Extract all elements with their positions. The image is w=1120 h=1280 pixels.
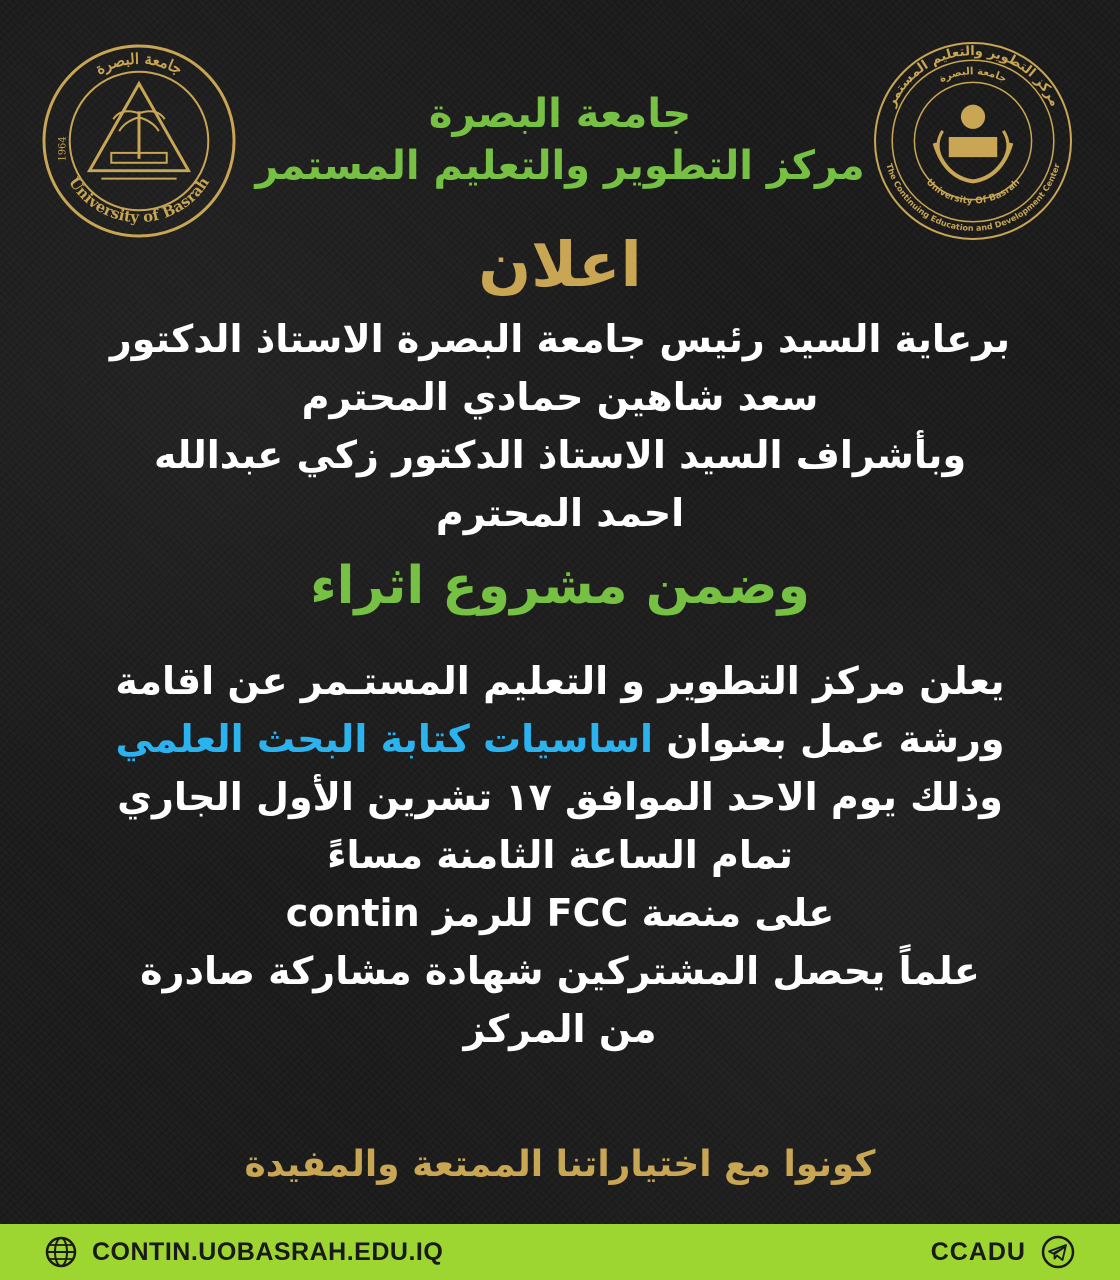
right-logo-arabic-subtext: جامعة البصرة (937, 66, 1009, 86)
left-logo-arabic-text: جامعة البصرة (92, 49, 186, 79)
workshop-title-line (60, 710, 1060, 768)
right-logo-english-inner-text: University Of Basrah (923, 177, 1023, 207)
footer-telegram[interactable] (931, 1234, 1076, 1270)
right-logo-english-text: The Continuing Education and Development Center (884, 162, 1062, 233)
workshop-time-line: تمام الساعة الثامنة مساءً (327, 833, 793, 877)
website-url[interactable]: CONTIN.UOBASRAH.EDU.IQ (92, 1237, 444, 1266)
patronage-paragraph (60, 310, 1060, 542)
footer-bar (0, 1224, 1120, 1280)
left-logo-english-text: University of Basrah (65, 173, 213, 227)
announcement-title: اعلان (478, 228, 642, 301)
patronage-line: برعاية السيد رئيس جامعة البصرة الاستاذ الدكتور (109, 317, 1011, 361)
workshop-paragraph (60, 652, 1060, 1058)
university-name: جامعة البصرة (428, 91, 692, 137)
workshop-line: يعلن مركز التطوير و التعليم المستـمر عن اقامة (115, 659, 1005, 703)
center-name: مركز التطوير والتعليم المستمر (255, 143, 865, 189)
project-title: وضمن مشروع اثراء (310, 556, 810, 616)
workshop-label: ورشة عمل بعنوان (666, 717, 1005, 761)
telegram-handle[interactable]: CCADU (930, 1237, 1026, 1266)
telegram-icon (1040, 1234, 1076, 1270)
workshop-date-line: وذلك يوم الاحد الموافق ١٧ تشرين الأول الجاري (117, 775, 1003, 819)
header (0, 88, 1120, 192)
workshop-title: اساسيات كتابة البحث العلمي (115, 717, 653, 761)
workshop-certificate-line: من المركز (463, 1007, 657, 1051)
right-logo-arabic-text: مركز التطوير والتعليم المستمر (884, 44, 1062, 110)
svg-text:جامعة البصرة (92, 50, 185, 79)
footer-website[interactable] (44, 1235, 443, 1269)
globe-icon (44, 1235, 78, 1269)
workshop-platform-line: على منصة FCC للرمز contin (285, 891, 835, 935)
patronage-line: وبأشراف السيد الاستاذ الدكتور زكي عبدالله (153, 433, 967, 477)
tagline: كونوا مع اختياراتنا الممتعة والمفيدة (244, 1144, 876, 1185)
workshop-certificate-line: علماً يحصل المشتركين شهادة مشاركة صادرة (140, 949, 980, 993)
patronage-line: سعد شاهين حمادي المحترم (301, 375, 819, 419)
patronage-line: احمد المحترم (435, 491, 685, 535)
left-logo-year: 1964 (57, 136, 69, 162)
